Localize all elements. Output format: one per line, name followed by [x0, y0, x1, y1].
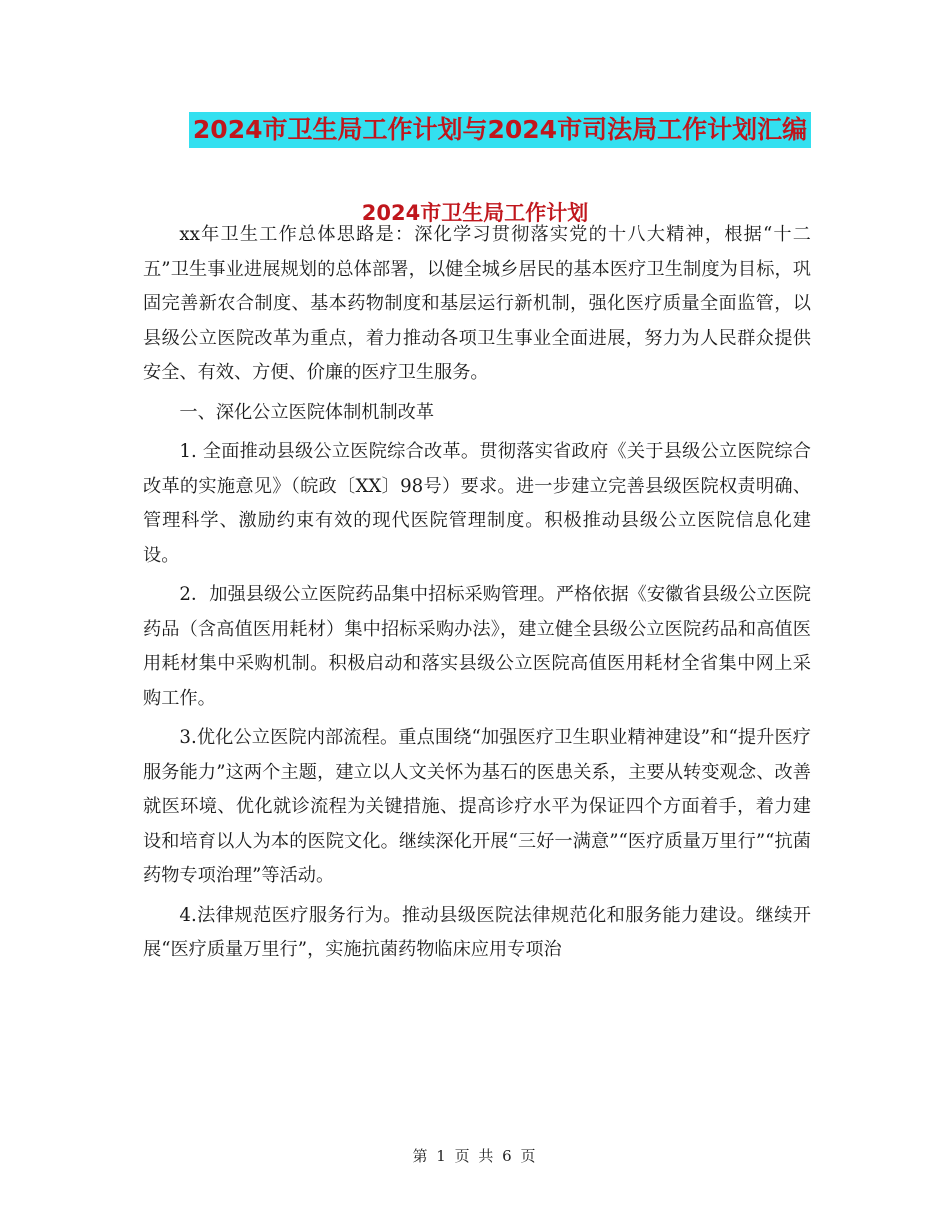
document-title: 2024市卫生局工作计划与2024市司法局工作计划汇编: [189, 112, 811, 148]
paragraph-item-2: 2．加强县级公立医院药品集中招标采购管理。严格依据《安徽省县级公立医院药品（含高值医用耗材）集中招标采购办法》，建立健全县级公立医院药品和高值医用耗材集中采购机制。积极启动和落实县级公立医院高值医用耗材全省集中网上采购工作。: [143, 584, 811, 709]
paragraph-item-3: 3.优化公立医院内部流程。重点围绕“加强医疗卫生职业精神建设”和“提升医疗服务能力”这两个主题，建立以人文关怀为基石的医患关系，主要从转变观念、改善就医环境、优化就诊流程为关键措施、提高诊疗水平为保证四个方面着手，着力建设和培育以人为本的医院文化。继续深化开展“三好一满意”“医疗质量万里行”“抗菌药物专项治理”等活动。: [143, 727, 811, 886]
document-title-container: [0, 112, 950, 148]
page-footer: 第 1 页 共 6 页: [412, 1147, 538, 1165]
paragraph-item-4: 4.法律规范医疗服务行为。推动县级医院法律规范化和服务能力建设。继续开展“医疗质量万里行”，实施抗菌药物临床应用专项治: [143, 904, 811, 960]
paragraph-intro: xx年卫生工作总体思路是：深化学习贯彻落实党的十八大精神，根据“十二五”卫生事业进展规划的总体部署，以健全城乡居民的基本医疗卫生制度为目标，巩固完善新农合制度、基本药物制度和基层运行新机制，强化医疗质量全面监管，以县级公立医院改革为重点，着力推动各项卫生事业全面进展，努力为人民群众提供安全、有效、方便、价廉的医疗卫生服务。: [143, 224, 811, 383]
heading-section-1: 一、深化公立医院体制机制改革: [179, 401, 435, 423]
document-body: [143, 218, 811, 973]
paragraph-item-1: 1. 全面推动县级公立医院综合改革。贯彻落实省政府《关于县级公立医院综合改革的实施意见》（皖政〔XX〕98号）要求。进一步建立完善县级医院权责明确、管理科学、激励约束有效的现代医院管理制度。积极推动县级公立医院信息化建设。: [143, 441, 811, 566]
section-title: 2024市卫生局工作计划: [361, 201, 589, 225]
